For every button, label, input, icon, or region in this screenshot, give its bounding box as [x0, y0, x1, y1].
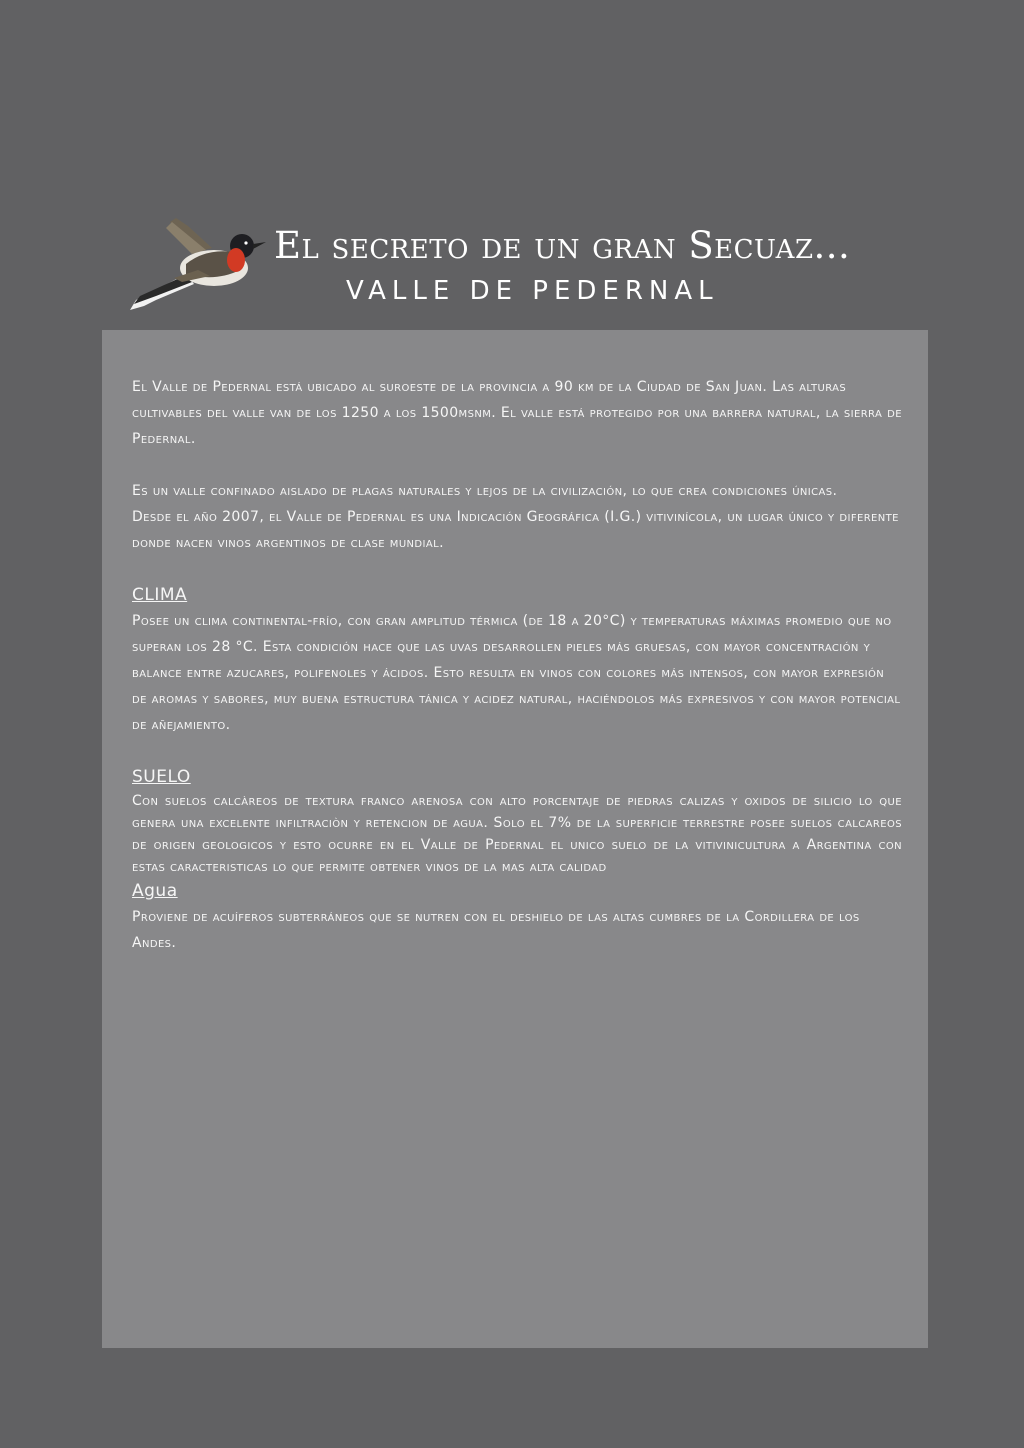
bird-icon — [126, 212, 276, 312]
agua-text: Proviene de acuíferos subterráneos que se nutren con el deshielo de las altas cumbres de la Cordillera de los Andes. — [132, 909, 860, 951]
page-subtitle: VALLE DE PEDERNAL — [346, 276, 719, 306]
intro-paragraph-1: El Valle de Pedernal está ubicado al suroeste de la provincia a 90 km de la Ciudad de San Juan. Las alturas cultivables del valle van de los 1250 a los 1500msnm. El valle está protegido por una barrera natural, la sierra de Pedernal. — [132, 379, 902, 447]
header — [0, 0, 1024, 330]
suelo-text: Con suelos calcàreos de textura franco arenosa con alto porcentaje de piedras calizas y oxidos de silicio lo que genera una excelente infiltraciòn y retencion de agua. Solo el 7% de la superficie terrestre posee suelos calcareos de origen geologicos y esto ocurre en el Valle de Pedernal el unico suelo de la vitivinicultura a Argentina con estas caracteristicas lo que permite obtener vinos de la mas alta calidad — [132, 793, 902, 875]
suelo-heading: SUELO — [132, 767, 191, 787]
agua-heading: Agua — [132, 881, 178, 901]
content — [132, 374, 902, 956]
intro-paragraph-2: Es un valle confinado aislado de plagas naturales y lejos de la civilización, lo que crea condiciones únicas. — [132, 483, 838, 499]
suelo-section — [132, 790, 902, 878]
page-title: El secreto de un gran Secuaz... — [274, 224, 851, 267]
clima-heading: CLIMA — [132, 585, 188, 605]
content-panel — [102, 330, 928, 1348]
intro-paragraph-3: Desde el año 2007, el Valle de Pedernal es una Indicación Geográfica (I.G.) vitivinícola, un lugar único y diferente donde nacen vinos argentinos de clase mundial. — [132, 509, 899, 551]
clima-text: Posee un clima continental-frío, con gran amplitud térmica (de 18 a 20°C) y temperaturas máximas promedio que no superan los 28 °C. Esta condición hace que las uvas desarrollen pieles más gruesas, con mayor concentración y balance entre azucares, polifenoles y ácidos. Esto resulta en vinos con colores más intensos, con mayor expresión de aromas y sabores, muy buena estructura tánica y acidez natural, haciéndolos más expresivos y con mayor potencial de añejamiento. — [132, 613, 901, 733]
